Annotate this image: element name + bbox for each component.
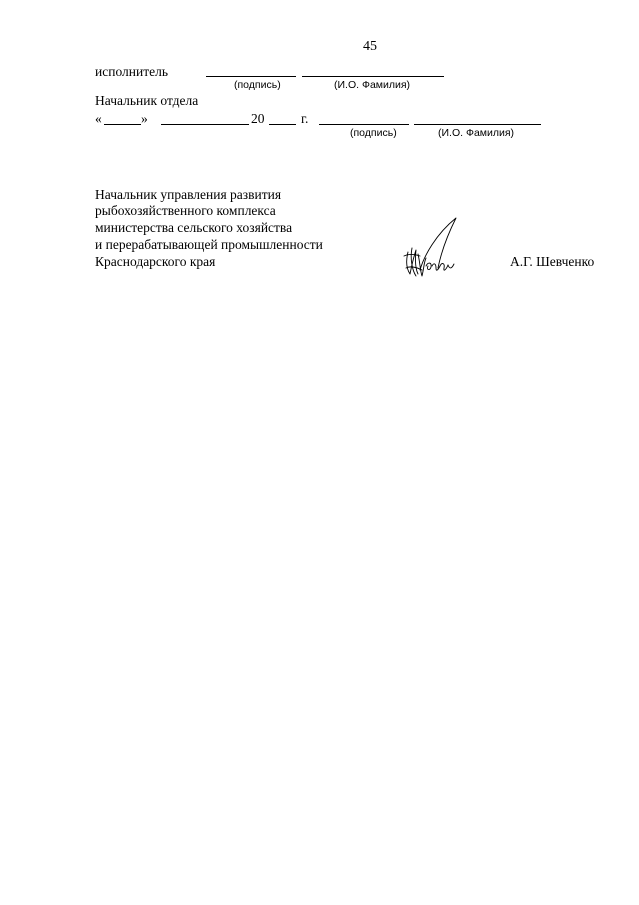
signatory-title-line-3: министерства сельского хозяйства bbox=[95, 220, 293, 235]
date-year-line bbox=[269, 124, 296, 125]
date-year-suffix: г. bbox=[301, 111, 309, 126]
signatory-title-line-5: Краснодарского края bbox=[95, 254, 216, 269]
executor-signature-caption: (подпись) bbox=[234, 79, 281, 91]
signatory-title-line-4: и перерабатывающей промышленности bbox=[95, 237, 323, 252]
executor-label: исполнитель bbox=[95, 64, 168, 79]
executor-signature-line bbox=[206, 76, 296, 77]
page-number: 45 bbox=[363, 39, 377, 54]
date-quote-open: « bbox=[95, 111, 102, 126]
department-head-signature-line bbox=[319, 124, 409, 125]
executor-name-line bbox=[302, 76, 444, 77]
department-head-name-caption: (И.О. Фамилия) bbox=[438, 127, 515, 139]
executor-name-caption: (И.О. Фамилия) bbox=[334, 79, 411, 91]
handwritten-signature bbox=[398, 212, 462, 282]
date-month-line bbox=[161, 124, 249, 125]
signatory-title-line-2: рыбохозяйственного комплекса bbox=[95, 203, 276, 218]
signatory-name: А.Г. Шевченко bbox=[510, 254, 595, 269]
department-head-signature-caption: (подпись) bbox=[350, 127, 397, 139]
date-quote-close: » bbox=[141, 111, 148, 126]
signatory-title-line-1: Начальник управления развития bbox=[95, 187, 282, 202]
date-year-prefix: 20 bbox=[251, 111, 265, 126]
department-head-label: Начальник отдела bbox=[95, 93, 199, 108]
date-day-line bbox=[104, 124, 141, 125]
department-head-name-line bbox=[414, 124, 541, 125]
